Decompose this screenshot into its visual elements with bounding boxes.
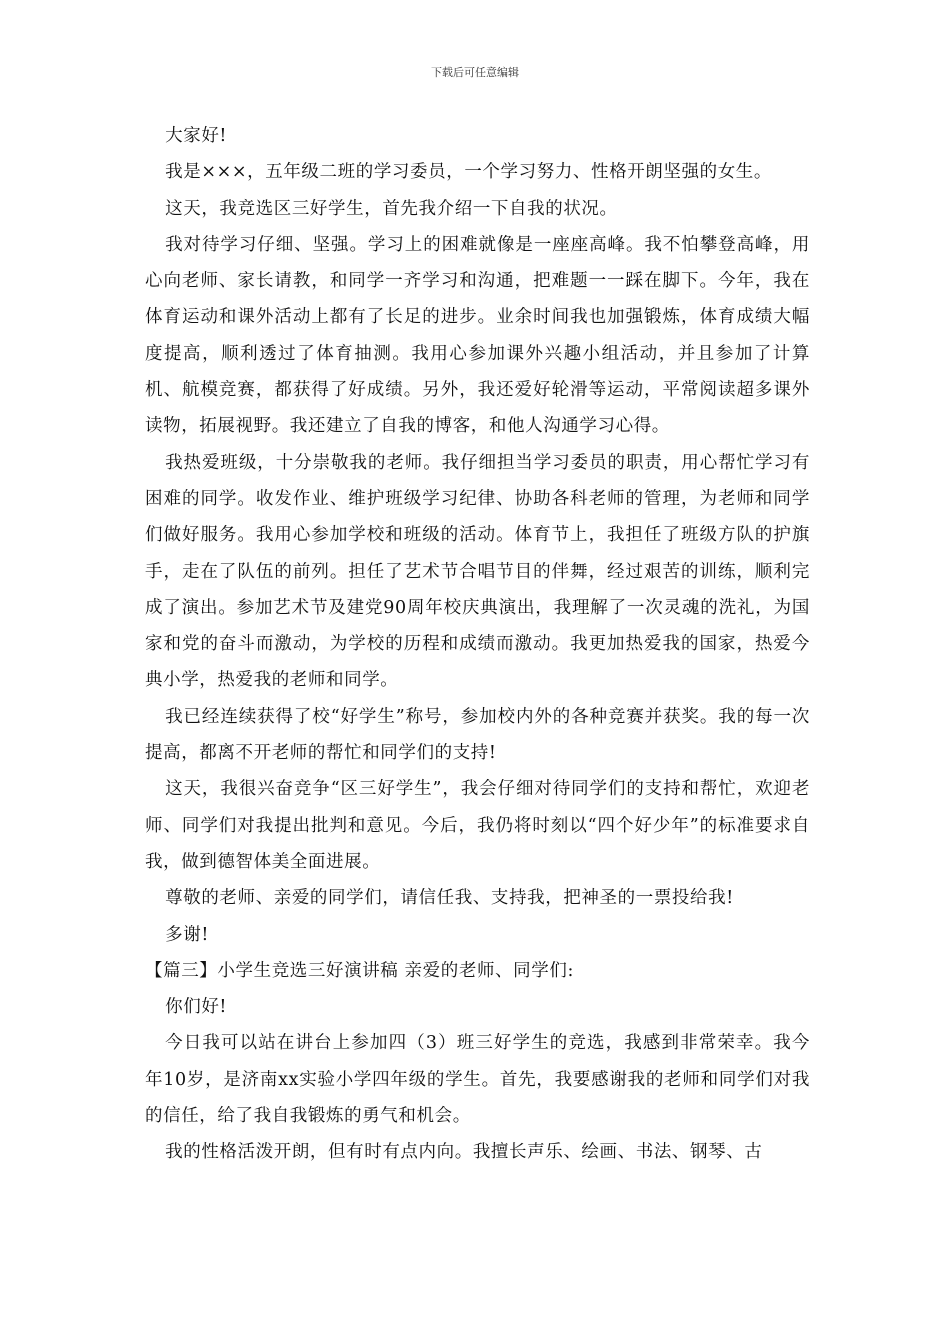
paragraph-greeting-2: 你们好! [165,997,228,1018]
paragraph-appeal: 尊敬的老师、亲爱的同学们，请信任我、支持我，把神圣的一票投给我! [165,888,734,909]
paragraph-class: 我热爱班级，十分崇敬我的老师。我仔细担当学习委员的职责，用心帮忙学习有困难的同学。收发作业、维护班级学习纪律、协助各科老师的管理，为老师和同学们做好服务。我用心参加学校和班级的活动。体育节上，我担任了班级方队的护旗手，走在了队伍的前列。担任了艺术节合唱节目的伴舞，经过艰苦的训练，顺利完成了演出。参加艺术节及建党90周年校庆典演出，我理解了一次灵魂的洗礼，为国家和党的奋斗而激动，为学校的历程和成绩而激动。我更加热爱我的国家，热爱今典小学，热爱我的老师和同学。 [145,452,810,691]
paragraph-study: 我对待学习仔细、坚强。学习上的困难就像是一座座高峰。我不怕攀登高峰，用心向老师、家长请教，和同学一齐学习和沟通，把难题一一踩在脚下。今年，我在体育运动和课外活动上都有了长足的进步。业余时间我也加强锻炼，体育成绩大幅度提高，顺利透过了体育抽测。我用心参加课外兴趣小组活动，并且参加了计算机、航模竞赛，都获得了好成绩。另外，我还爱好轮滑等运动，平常阅读超多课外读物，拓展视野。我还建立了自我的博客，和他人沟通学习心得。 [145,234,810,437]
document-body [145,118,810,1171]
paragraph-greeting: 大家好! [165,126,228,146]
paragraph-self-intro: 我是×××，五年级二班的学习委员，一个学习努力、性格开朗坚强的女生。 [165,162,773,183]
paragraph-purpose: 这天，我竞选区三好学生，首先我介绍一下自我的状况。 [165,198,618,219]
paragraph-intro-2: 今日我可以站在讲台上参加四（3）班三好学生的竞选，我感到非常荣幸。我今年10岁，是济南xx实验小学四年级的学生。首先，我要感谢我的老师和同学们对我的信任，给了我自我锻炼的勇气和机会。 [145,1033,810,1127]
paragraph-thanks: 多谢! [165,924,209,945]
page-header: 下载后可任意编辑 [431,66,519,79]
paragraph-personality: 我的性格活泼开朗，但有时有点内向。我擅长声乐、绘画、书法、钢琴、古 [165,1142,763,1163]
paragraph-awards: 我已经连续获得了校“好学生”称号，参加校内外的各种竞赛并获奖。我的每一次提高，都离不开老师的帮忙和同学们的支持! [145,706,810,764]
paragraph-commitment: 这天，我很兴奋竞争“区三好学生”，我会仔细对待同学们的支持和帮忙，欢迎老师、同学们对我提出批判和意见。今后，我仍将时刻以“四个好少年”的标准要求自我，做到德智体美全面进展。 [145,779,810,872]
section-heading: 【篇三】小学生竞选三好演讲稿 亲爱的老师、同学们: [145,960,574,981]
